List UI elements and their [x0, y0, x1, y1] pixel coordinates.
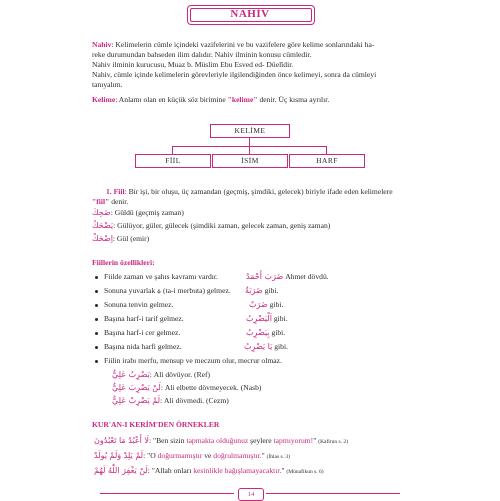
feature-tail: Ahmet dövdü.	[285, 272, 329, 281]
feature-tail: gibi.	[271, 328, 286, 337]
example-arabic: اِضْحَكْ	[92, 234, 113, 243]
quran-arabic: لَا أَعْبُدُ مَا تَعْبُدُونَ	[94, 436, 149, 445]
feature-item: Sonuna tenvin gelmez.	[104, 300, 174, 309]
intro-line-1	[92, 40, 374, 50]
fiil-tail: denir.	[109, 197, 129, 206]
feature-example	[246, 328, 285, 338]
nahiv-label: Nahiv	[92, 40, 112, 49]
feature-item: Başına harf-i tarif gelmez.	[104, 314, 184, 323]
quran-highlight: tapmıyorum!	[273, 436, 314, 445]
page-number: 14	[238, 488, 264, 501]
quran-highlight: doğurmamıştır	[157, 451, 203, 460]
feature-item: Başına nida harfi gelmez.	[104, 342, 182, 351]
feature-example	[249, 300, 283, 310]
quran-reference: (İhlas s. 3)	[266, 454, 290, 460]
example-arabic: ضَحِكَ	[92, 208, 111, 217]
feature-example	[246, 314, 288, 324]
feature-arabic: ضَرَبَ أَحْمَدُ	[246, 272, 284, 281]
feature-item: Başına harf-i cer gelmez.	[104, 328, 181, 337]
feature-tail: gibi.	[273, 314, 288, 323]
bullet	[95, 290, 98, 293]
bullet	[95, 346, 98, 349]
diagram-drop-left	[172, 146, 173, 154]
fiil-text: : Bir işi, bir oluşu, üç zamandan (geçmiş, şimdiki, gelecek) biriyle ifade eden kelimelere	[124, 187, 393, 196]
diagram-child-isim: İSİM	[212, 154, 288, 168]
quran-row	[94, 436, 348, 447]
footer-rule-left	[100, 493, 234, 494]
example-text: : Gülüyor, güler, gülecek (şimdiki zaman, gelecek zaman, geniş zaman)	[113, 221, 331, 230]
bullet	[95, 304, 98, 307]
fiil-definition	[106, 187, 393, 197]
intro-line-2: reke durumundan bahseden ilim dalıdır. Nahiv ilminin konusu cümledir.	[92, 50, 312, 59]
feature-tail: gibi.	[264, 286, 279, 295]
feature-example	[245, 286, 278, 296]
intro-line-5: tanıyalım.	[92, 80, 123, 89]
feature-tail: gibi.	[269, 300, 284, 309]
diagram-child-harf: HARF	[289, 154, 365, 168]
bullet	[95, 332, 98, 335]
kelime-quote: "kelime"	[227, 95, 258, 104]
footer-rule-right	[266, 493, 400, 494]
feature-arabic: ضَرَبَةٌ	[245, 286, 263, 295]
example-text: : Güldü (geçmiş zaman)	[110, 208, 184, 217]
bullet	[95, 276, 98, 279]
irab-arabic: لَمْ يَضْرِبْ عَلِيٌّ	[112, 396, 161, 405]
quran-text: : "Ben sizin	[148, 436, 187, 445]
kelime-label: Kelime	[92, 95, 116, 104]
irab-row	[112, 383, 261, 393]
feature-example	[246, 272, 329, 282]
bullet	[95, 318, 98, 321]
irab-text: : Ali elbette dövmeyecek. (Nasb)	[160, 383, 262, 392]
diagram-stem	[249, 137, 250, 146]
feature-arabic: اَلْيَضْرِبُ	[246, 314, 272, 323]
fiil-definition-2	[92, 197, 128, 207]
quran-row	[94, 451, 290, 462]
intro-line-4: Nahiv, cümle içinde kelimelerin görevleriyle ilgilendiğinden önce kelimeyi, sonra da cümleyi	[92, 70, 377, 79]
quran-text: ve	[202, 451, 214, 460]
quran-reference: (Kafirun s. 2)	[318, 439, 349, 445]
feature-item: Fiilin irabı merfu, mensup ve meczum olur, mecrur olmaz.	[104, 356, 282, 365]
irab-row	[112, 396, 229, 406]
irab-arabic: لَنْ يَضْرِبَ عَلِيٌّ	[112, 383, 161, 392]
example-text: : Gül (emir)	[112, 234, 150, 243]
irab-row	[112, 370, 210, 380]
feature-arabic: بِيَضْرِبُ	[246, 328, 270, 337]
feature-arabic: يَا يَضْرِبُ	[244, 342, 273, 351]
example-arabic: يَضْحَكُ	[92, 221, 114, 230]
quran-text: : "Allah onları	[147, 466, 194, 475]
irab-arabic: يَضْرِبُ عَلِيٌّ	[112, 370, 150, 379]
example-row	[92, 221, 330, 231]
quran-highlight: doğrulmamıştır.	[213, 451, 262, 460]
feature-tail: gibi.	[274, 342, 288, 351]
quran-row	[94, 466, 324, 477]
kelime-text-a: : Anlamı olan en küçük söz birimine	[115, 95, 228, 104]
quran-arabic: لَمْ يَلِدْ وَلَمْ يُولَدْ	[94, 451, 144, 460]
quran-text: "	[313, 436, 317, 445]
quran-text: "	[281, 466, 285, 475]
quran-heading: KUR'AN-I KERİM'DEN ÖRNEKLER	[92, 420, 220, 429]
diagram-child-fiil: FİİL	[135, 154, 211, 168]
quran-arabic: لَنْ يَغْفِرَ اللّٰهُ لَهُمْ	[94, 466, 148, 475]
kelime-definition	[92, 95, 329, 105]
intro-text-1: : Kelimelerin cümle içindeki vazifelerini ve bu vazifelere göre kelime sonlarındaki ha-	[111, 40, 375, 49]
quran-text: "	[261, 451, 265, 460]
fiil-label: 1. Fiil	[106, 187, 125, 196]
kelime-text-b: denir. Üç kısma ayrılır.	[257, 95, 330, 104]
bullet	[95, 360, 98, 363]
intro-line-3: Nahiv ilminin kurucusu, Muaz b. Müslim Ebu Esved ed- Düelîdir.	[92, 60, 294, 69]
diagram-root: KELİME	[210, 124, 290, 138]
quran-reference: (Münafikun s. 6)	[286, 469, 324, 475]
fiil-quote: "fiil"	[92, 197, 110, 206]
feature-arabic: ضَرَبٌ	[249, 300, 268, 309]
diagram-drop-right	[326, 146, 327, 154]
feature-example	[244, 342, 288, 352]
irab-text: : Ali dövüyor. (Ref)	[149, 370, 211, 379]
page-title: NAHİV	[230, 8, 270, 20]
features-heading: Fiillerin özellikleri:	[92, 258, 155, 267]
example-row	[92, 234, 149, 244]
example-row	[92, 208, 184, 218]
feature-item: Sonuna yuvarlak ة (ta-i merbuta) gelmez.	[104, 286, 231, 295]
quran-highlight: kesinlikle bağışlamayacaktır.	[193, 466, 282, 475]
quran-highlight: tapmakta olduğunuz	[186, 436, 249, 445]
feature-item: Fiilde zaman ve şahıs kavramı vardır.	[104, 272, 218, 281]
diagram-drop-mid	[249, 146, 250, 154]
irab-text: : Ali dövmedi. (Cezm)	[160, 396, 229, 405]
quran-text: : "O	[143, 451, 158, 460]
quran-text: şeylere	[248, 436, 274, 445]
